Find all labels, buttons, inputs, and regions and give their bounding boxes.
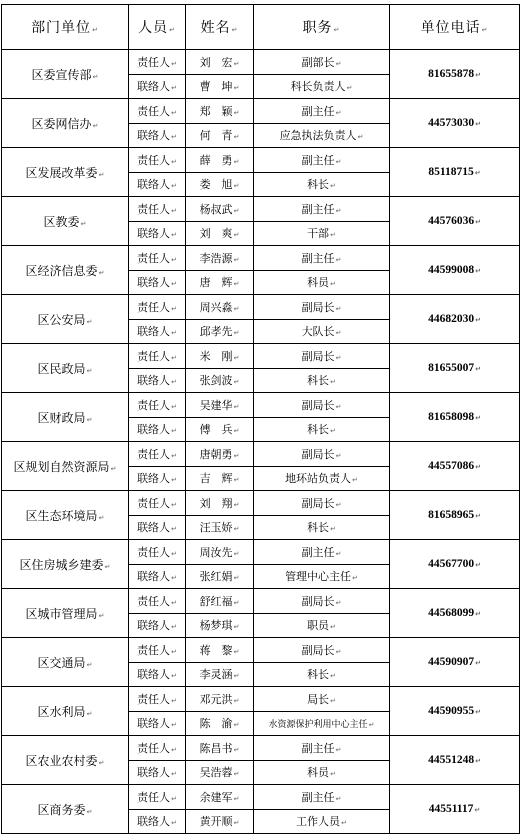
role-cell: 责任人↵ (129, 442, 186, 467)
department-cell: 区规划自然资源局↵ (2, 442, 129, 491)
paragraph-mark: ↵ (335, 745, 342, 754)
name-cell: 汪玉娇↵ (186, 515, 254, 540)
name-cell: 李灵涵↵ (186, 662, 254, 687)
paragraph-mark: ↵ (233, 476, 240, 485)
title-cell: 副主任↵ (254, 540, 390, 565)
title-cell: 局长↵ (254, 687, 390, 712)
name-cell: 吴浩蓉↵ (186, 760, 254, 785)
role-cell: 责任人↵ (129, 491, 186, 516)
department-cell: 区城市管理局↵ (2, 589, 129, 638)
department-cell: 区经济信息委↵ (2, 246, 129, 295)
paragraph-mark: ↵ (98, 268, 105, 277)
paragraph-mark: ↵ (171, 525, 177, 534)
phone-cell: 44576036↵ (390, 197, 520, 246)
paragraph-mark: ↵ (233, 206, 240, 215)
title-cell: 副主任↵ (254, 246, 390, 271)
paragraph-mark: ↵ (233, 231, 240, 240)
paragraph-mark: ↵ (86, 366, 93, 375)
paragraph-mark: ↵ (475, 316, 481, 324)
paragraph-mark: ↵ (233, 794, 240, 803)
paragraph-mark: ↵ (335, 794, 342, 803)
paragraph-mark: ↵ (233, 353, 240, 362)
role-cell: 责任人↵ (129, 687, 186, 712)
department-cell: 区财政局↵ (2, 393, 129, 442)
paragraph-mark: ↵ (233, 304, 240, 313)
paragraph-mark: ↵ (86, 317, 93, 326)
role-cell: 联络人↵ (129, 515, 186, 540)
name-cell: 舒红福↵ (186, 589, 254, 614)
paragraph-mark: ↵ (335, 108, 342, 117)
role-cell: 联络人↵ (129, 564, 186, 589)
role-cell: 责任人↵ (129, 589, 186, 614)
name-cell: 曹 坤↵ (186, 74, 254, 99)
paragraph-mark: ↵ (475, 365, 481, 373)
role-cell: 责任人↵ (129, 785, 186, 810)
table-row (2, 491, 520, 516)
paragraph-mark: ↵ (335, 206, 342, 215)
name-cell: 周汝先↵ (186, 540, 254, 565)
table-row (2, 295, 520, 320)
phone-cell: 81658965↵ (390, 491, 520, 540)
paragraph-mark: ↵ (233, 182, 240, 191)
table-row (2, 99, 520, 124)
title-cell: 副局长↵ (254, 491, 390, 516)
paragraph-mark: ↵ (98, 170, 105, 179)
role-cell: 联络人↵ (129, 74, 186, 99)
paragraph-mark: ↵ (335, 549, 342, 558)
title-cell: 水资源保护利用中心主任↵ (254, 711, 390, 736)
table-row (2, 638, 520, 663)
paragraph-mark: ↵ (171, 647, 177, 656)
paragraph-mark: ↵ (171, 672, 177, 681)
title-cell: 副局长↵ (254, 589, 390, 614)
paragraph-mark: ↵ (330, 672, 336, 681)
paragraph-mark: ↵ (171, 182, 177, 191)
phone-cell: 81655878↵ (390, 50, 520, 99)
title-cell: 副局长↵ (254, 344, 390, 369)
paragraph-mark: ↵ (233, 329, 240, 338)
phone-cell: 44599008↵ (390, 246, 520, 295)
paragraph-mark: ↵ (475, 659, 481, 667)
paragraph-mark: ↵ (335, 304, 342, 313)
name-cell: 唐 辉↵ (186, 270, 254, 295)
paragraph-mark: ↵ (346, 84, 353, 93)
paragraph-mark: ↵ (233, 672, 240, 681)
role-cell: 责任人↵ (129, 393, 186, 418)
phone-cell: 44590955↵ (390, 687, 520, 736)
paragraph-mark: ↵ (233, 819, 240, 828)
department-cell: 区住房城乡建委↵ (2, 540, 129, 589)
paragraph-mark: ↵ (233, 255, 240, 264)
name-cell: 黄开顺↵ (186, 809, 254, 834)
paragraph-mark: ↵ (335, 59, 342, 68)
title-cell: 副主任↵ (254, 99, 390, 124)
paragraph-mark: ↵ (98, 513, 105, 522)
phone-cell: 85118715↵ (390, 148, 520, 197)
name-cell: 蒋 黎↵ (186, 638, 254, 663)
title-cell: 科员↵ (254, 760, 390, 785)
table-row (2, 246, 520, 271)
paragraph-mark: ↵ (171, 402, 177, 411)
paragraph-mark: ↵ (171, 84, 177, 93)
role-cell: 责任人↵ (129, 344, 186, 369)
paragraph-mark: ↵ (475, 757, 481, 765)
department-cell: 区委宣传部↵ (2, 50, 129, 99)
paragraph-mark: ↵ (104, 562, 111, 571)
name-cell: 唐朝勇↵ (186, 442, 254, 467)
paragraph-mark: ↵ (171, 794, 177, 803)
department-cell: 区交通局↵ (2, 638, 129, 687)
paragraph-mark: ↵ (335, 598, 342, 607)
department-cell: 区生态环境局↵ (2, 491, 129, 540)
header-role: 人员↵ (129, 5, 186, 50)
paragraph-mark: ↵ (86, 807, 93, 816)
phone-cell: 81658098↵ (390, 393, 520, 442)
name-cell: 张剑波↵ (186, 368, 254, 393)
role-cell: 联络人↵ (129, 760, 186, 785)
paragraph-mark: ↵ (233, 574, 240, 583)
title-cell: 副主任↵ (254, 736, 390, 761)
department-cell: 区水利局↵ (2, 687, 129, 736)
title-cell: 副主任↵ (254, 148, 390, 173)
paragraph-mark: ↵ (233, 84, 240, 93)
title-cell: 科长↵ (254, 662, 390, 687)
paragraph-mark: ↵ (171, 206, 177, 215)
paragraph-mark: ↵ (171, 59, 177, 68)
paragraph-mark: ↵ (110, 464, 117, 473)
paragraph-mark: ↵ (233, 402, 240, 411)
paragraph-mark: ↵ (171, 574, 177, 583)
paragraph-mark: ↵ (330, 770, 336, 779)
table-row (2, 589, 520, 614)
role-cell: 联络人↵ (129, 368, 186, 393)
name-cell: 娄 旭↵ (186, 172, 254, 197)
name-cell: 刘 宏↵ (186, 50, 254, 75)
title-cell: 管理中心主任↵ (254, 564, 390, 589)
paragraph-mark: ↵ (171, 378, 177, 387)
table-row (2, 540, 520, 565)
name-cell: 吉 辉↵ (186, 466, 254, 491)
paragraph-mark: ↵ (98, 611, 105, 620)
phone-cell: 44590907↵ (390, 638, 520, 687)
title-cell: 干部↵ (254, 221, 390, 246)
paragraph-mark: ↵ (171, 500, 177, 509)
paragraph-mark: ↵ (171, 329, 177, 338)
phone-cell: 44573030↵ (390, 99, 520, 148)
paragraph-mark: ↵ (330, 280, 336, 289)
paragraph-mark: ↵ (171, 476, 177, 485)
role-cell: 联络人↵ (129, 809, 186, 834)
role-cell: 联络人↵ (129, 711, 186, 736)
paragraph-mark: ↵ (330, 378, 336, 387)
role-cell: 联络人↵ (129, 417, 186, 442)
role-cell: 联络人↵ (129, 466, 186, 491)
paragraph-mark: ↵ (171, 623, 177, 632)
table-row (2, 736, 520, 761)
department-cell: 区委网信办↵ (2, 99, 129, 148)
paragraph-mark: ↵ (233, 770, 240, 779)
role-cell: 联络人↵ (129, 662, 186, 687)
title-cell: 副局长↵ (254, 393, 390, 418)
header-row (2, 5, 520, 50)
phone-cell: 44551117↵ (390, 785, 520, 834)
table-row (2, 148, 520, 173)
title-cell: 副主任↵ (254, 197, 390, 222)
paragraph-mark: ↵ (335, 353, 342, 362)
paragraph-mark: ↵ (330, 231, 336, 240)
table-row (2, 197, 520, 222)
paragraph-mark: ↵ (171, 231, 177, 240)
paragraph-mark: ↵ (171, 745, 177, 754)
paragraph-mark: ↵ (171, 770, 177, 779)
paragraph-mark: ↵ (171, 255, 177, 264)
paragraph-mark: ↵ (171, 133, 177, 142)
paragraph-mark: ↵ (171, 819, 177, 828)
title-cell: 副局长↵ (254, 295, 390, 320)
name-cell: 薛 勇↵ (186, 148, 254, 173)
paragraph-mark: ↵ (330, 623, 336, 632)
paragraph-mark: ↵ (233, 427, 240, 436)
title-cell: 副部长↵ (254, 50, 390, 75)
name-cell: 杨梦琪↵ (186, 613, 254, 638)
paragraph-mark: ↵ (171, 280, 177, 289)
paragraph-mark: ↵ (233, 623, 240, 632)
paragraph-mark: ↵ (233, 598, 240, 607)
paragraph-mark: ↵ (330, 696, 336, 705)
paragraph-mark: ↵ (352, 476, 358, 485)
paragraph-mark: ↵ (335, 329, 342, 338)
paragraph-mark: ↵ (475, 708, 481, 716)
table-row (2, 442, 520, 467)
role-cell: 责任人↵ (129, 736, 186, 761)
paragraph-mark: ↵ (171, 598, 177, 607)
paragraph-mark: ↵ (233, 647, 240, 656)
paragraph-mark: ↵ (233, 500, 240, 509)
paragraph-mark: ↵ (475, 71, 481, 79)
paragraph-mark: ↵ (341, 819, 347, 828)
title-cell: 职员↵ (254, 613, 390, 638)
role-cell: 责任人↵ (129, 197, 186, 222)
department-cell: 区民政局↵ (2, 344, 129, 393)
name-cell: 吴建华↵ (186, 393, 254, 418)
name-cell: 陈 渝↵ (186, 711, 254, 736)
paragraph-mark: ↵ (475, 267, 481, 275)
title-cell: 副主任↵ (254, 785, 390, 810)
paragraph-mark: ↵ (233, 696, 240, 705)
name-cell: 邱孝先↵ (186, 319, 254, 344)
name-cell: 李浩源↵ (186, 246, 254, 271)
paragraph-mark: ↵ (335, 157, 342, 166)
name-cell: 杨叔武↵ (186, 197, 254, 222)
role-cell: 责任人↵ (129, 50, 186, 75)
department-cell: 区农业农村委↵ (2, 736, 129, 785)
paragraph-mark: ↵ (330, 427, 336, 436)
paragraph-mark: ↵ (475, 218, 481, 226)
department-cell: 区教委↵ (2, 197, 129, 246)
paragraph-mark: ↵ (171, 427, 177, 436)
table-row (2, 785, 520, 810)
paragraph-mark: ↵ (233, 721, 240, 730)
role-cell: 联络人↵ (129, 613, 186, 638)
paragraph-mark: ↵ (335, 500, 342, 509)
role-cell: 联络人↵ (129, 172, 186, 197)
role-cell: 责任人↵ (129, 638, 186, 663)
title-cell: 地环站负责人↵ (254, 466, 390, 491)
department-cell: 区公安局↵ (2, 295, 129, 344)
paragraph-mark: ↵ (335, 647, 342, 656)
title-cell: 副局长↵ (254, 442, 390, 467)
title-cell: 科员↵ (254, 270, 390, 295)
paragraph-mark: ↵ (86, 415, 93, 424)
paragraph-mark: ↵ (475, 463, 481, 471)
paragraph-mark: ↵ (233, 378, 240, 387)
header-title: 职务↵ (254, 5, 390, 50)
title-cell: 大队长↵ (254, 319, 390, 344)
paragraph-mark: ↵ (474, 169, 481, 177)
paragraph-mark: ↵ (475, 120, 481, 128)
phone-cell: 81655007↵ (390, 344, 520, 393)
paragraph-mark: ↵ (233, 451, 240, 460)
paragraph-mark: ↵ (171, 451, 177, 460)
paragraph-mark: ↵ (233, 59, 240, 68)
title-cell: 副局长↵ (254, 638, 390, 663)
role-cell: 责任人↵ (129, 148, 186, 173)
title-cell: 科长负责人↵ (254, 74, 390, 99)
role-cell: 责任人↵ (129, 295, 186, 320)
title-cell: 科长↵ (254, 172, 390, 197)
paragraph-mark: ↵ (92, 72, 99, 81)
phone-cell: 44557086↵ (390, 442, 520, 491)
paragraph-mark: ↵ (171, 108, 177, 117)
table-row (2, 687, 520, 712)
paragraph-mark: ↵ (171, 696, 177, 705)
role-cell: 责任人↵ (129, 246, 186, 271)
header-department: 部门单位↵ (2, 5, 129, 50)
paragraph-mark: ↵ (171, 304, 177, 313)
name-cell: 周兴淼↵ (186, 295, 254, 320)
phone-cell: 44568099↵ (390, 589, 520, 638)
paragraph-mark: ↵ (171, 549, 177, 558)
paragraph-mark: ↵ (475, 512, 481, 520)
paragraph-mark: ↵ (475, 610, 481, 618)
paragraph-mark: ↵ (233, 745, 240, 754)
paragraph-mark: ↵ (475, 414, 481, 422)
title-cell: 科长↵ (254, 368, 390, 393)
title-cell: 应急执法负责人↵ (254, 123, 390, 148)
paragraph-mark: ↵ (233, 108, 240, 117)
paragraph-mark: ↵ (233, 549, 240, 558)
paragraph-mark: ↵ (357, 133, 364, 142)
department-cell: 区发展改革委↵ (2, 148, 129, 197)
department-cell: 区商务委↵ (2, 785, 129, 834)
paragraph-mark: ↵ (474, 806, 481, 814)
paragraph-mark: ↵ (98, 758, 105, 767)
paragraph-mark: ↵ (330, 525, 336, 534)
role-cell: 联络人↵ (129, 123, 186, 148)
name-cell: 郑 颖↵ (186, 99, 254, 124)
paragraph-mark: ↵ (86, 709, 93, 718)
title-cell: 工作人员↵ (254, 809, 390, 834)
role-cell: 责任人↵ (129, 99, 186, 124)
table-row (2, 50, 520, 75)
paragraph-mark: ↵ (233, 133, 240, 142)
phone-cell: 44567700↵ (390, 540, 520, 589)
contact-table (1, 4, 520, 834)
role-cell: 联络人↵ (129, 270, 186, 295)
role-cell: 责任人↵ (129, 540, 186, 565)
name-cell: 米 刚↵ (186, 344, 254, 369)
paragraph-mark: ↵ (335, 402, 342, 411)
paragraph-mark: ↵ (171, 157, 177, 166)
role-cell: 联络人↵ (129, 319, 186, 344)
name-cell: 张红娟↵ (186, 564, 254, 589)
table-row (2, 344, 520, 369)
name-cell: 何 青↵ (186, 123, 254, 148)
name-cell: 傅 兵↵ (186, 417, 254, 442)
paragraph-mark: ↵ (233, 157, 240, 166)
paragraph-mark: ↵ (335, 451, 342, 460)
paragraph-mark: ↵ (233, 280, 240, 289)
role-cell: 联络人↵ (129, 221, 186, 246)
header-name: 姓名↵ (186, 5, 254, 50)
name-cell: 余建军↵ (186, 785, 254, 810)
paragraph-mark: ↵ (368, 720, 375, 729)
phone-cell: 44682030↵ (390, 295, 520, 344)
paragraph-mark: ↵ (335, 255, 342, 264)
name-cell: 刘 爽↵ (186, 221, 254, 246)
header-phone: 单位电话↵ (390, 5, 520, 50)
paragraph-mark: ↵ (92, 121, 99, 130)
paragraph-mark: ↵ (475, 561, 481, 569)
paragraph-mark: ↵ (330, 182, 336, 191)
name-cell: 刘 翔↵ (186, 491, 254, 516)
paragraph-mark: ↵ (171, 353, 177, 362)
name-cell: 陈昌书↵ (186, 736, 254, 761)
table-row (2, 393, 520, 418)
title-cell: 科长↵ (254, 417, 390, 442)
name-cell: 邓元洪↵ (186, 687, 254, 712)
paragraph-mark: ↵ (233, 525, 240, 534)
paragraph-mark: ↵ (352, 574, 358, 583)
phone-cell: 44551248↵ (390, 736, 520, 785)
paragraph-mark: ↵ (80, 219, 87, 228)
paragraph-mark: ↵ (86, 660, 93, 669)
title-cell: 科长↵ (254, 515, 390, 540)
paragraph-mark: ↵ (171, 721, 177, 730)
